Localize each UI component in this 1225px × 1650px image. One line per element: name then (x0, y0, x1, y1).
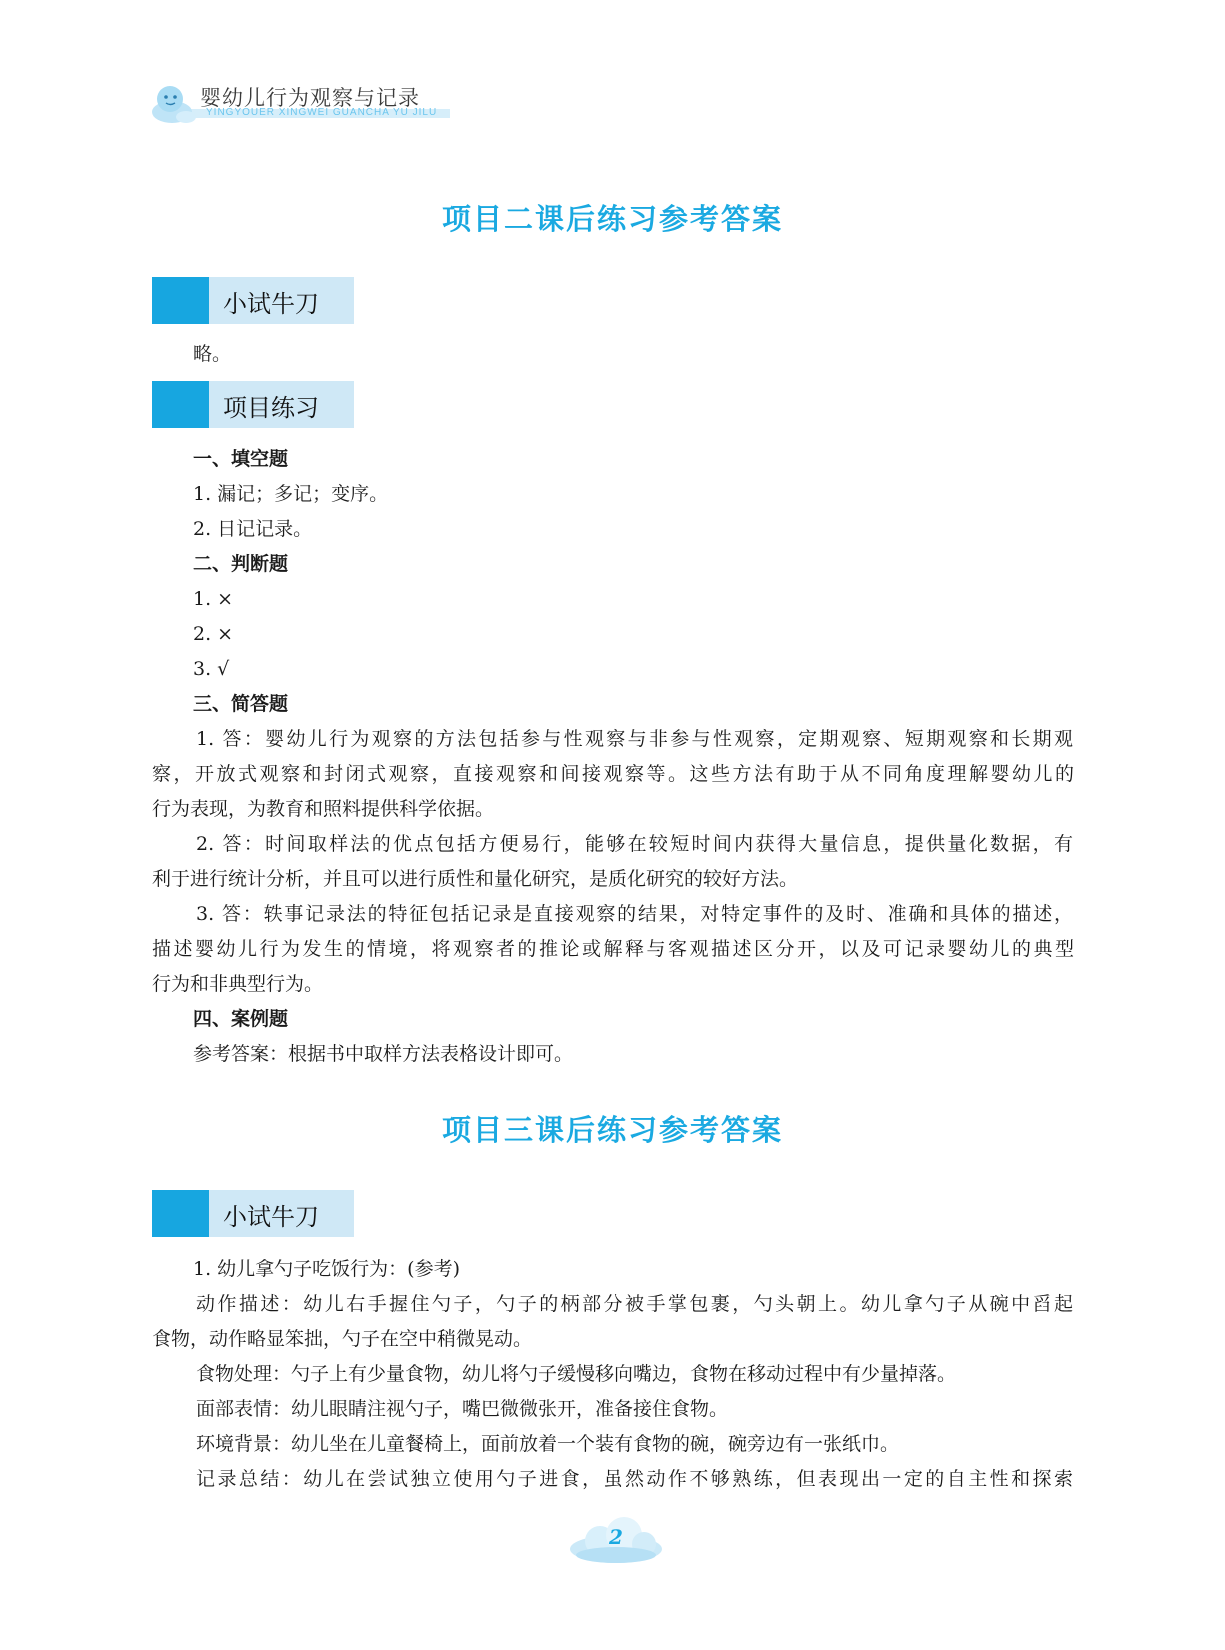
action-description-line: 动作描述：幼儿右手握住勺子，勺子的柄部分被手掌包裹，勺头朝上。幼儿拿勺子从碗中舀起 (196, 1293, 1073, 1315)
facial-expression: 面部表情：幼儿眼睛注视勺子，嘴巴微微张开，准备接住食物。 (196, 1398, 729, 1420)
case-answer: 参考答案：根据书中取样方法表格设计即可。 (193, 1043, 574, 1065)
subheader-label: 小试牛刀 (223, 1203, 319, 1231)
section2-subheader-exercise (152, 381, 354, 428)
fill-blank-item: 2. 日记记录。 (193, 518, 313, 540)
subheader-bar (152, 277, 209, 324)
page-number: 2 (609, 1525, 623, 1549)
short-answer-1-line: 行为表现，为教育和照料提供科学依据。 (152, 798, 495, 820)
short-answer-3-line: 3. 答：轶事记录法的特征包括记录是直接观察的结果，对特定事件的及时、准确和具体的描述， (196, 903, 1073, 925)
environment: 环境背景：幼儿坐在儿童餐椅上，面前放着一个装有食物的碗，碗旁边有一张纸巾。 (196, 1433, 900, 1455)
section3-title: 项目三课后练习参考答案 (441, 1113, 783, 1147)
short-answer-3-line: 行为和非典型行为。 (152, 973, 324, 995)
short-answer-2-line: 利于进行统计分析，并且可以进行质性和量化研究，是质化研究的较好方法。 (152, 868, 799, 890)
short-answer-3-line: 描述婴幼儿行为发生的情境，将观察者的推论或解释与客观描述区分开，以及可记录婴幼儿的典型 (152, 938, 1074, 960)
true-false-item: 3. √ (193, 658, 230, 680)
record-summary: 记录总结：幼儿在尝试独立使用勺子进食，虽然动作不够熟练，但表现出一定的自主性和探索 (196, 1468, 1073, 1490)
header-title-english: YINGYOUER XINGWEI GUANCHA YU JILU (206, 107, 438, 118)
section2-subheader-practice (152, 277, 354, 324)
short-answer-1-line: 1. 答：婴幼儿行为观察的方法包括参与性观察与非参与性观察，定期观察、短期观察和长期观 (196, 728, 1073, 750)
action-description-line: 食物，动作略显笨拙，勺子在空中稍微晃动。 (152, 1328, 533, 1350)
case-heading: 四、案例题 (193, 1008, 289, 1030)
true-false-heading: 二、判断题 (193, 553, 289, 575)
header-title: 婴幼儿行为观察与记录 (200, 86, 420, 110)
short-answer-2-line: 2. 答：时间取样法的优点包括方便易行，能够在较短时间内获得大量信息，提供量化数据，有 (196, 833, 1073, 855)
subheader-label: 小试牛刀 (223, 290, 319, 318)
section2-title: 项目二课后练习参考答案 (441, 202, 783, 236)
section2-sub1-text: 略。 (193, 343, 232, 365)
subheader-bar (152, 381, 209, 428)
fill-blank-item: 1. 漏记；多记；变序。 (193, 483, 389, 505)
short-answer-1-line: 察，开放式观察和封闭式观察，直接观察和间接观察等。这些方法有助于从不同角度理解婴幼儿的 (152, 763, 1074, 785)
true-false-item: 2. × (193, 623, 234, 645)
fill-blank-heading: 一、填空题 (193, 448, 289, 470)
subheader-label: 项目练习 (223, 394, 319, 422)
spoon-item-title: 1. 幼儿拿勺子吃饭行为：(参考) (193, 1258, 460, 1280)
true-false-item: 1. × (193, 588, 234, 610)
food-handling: 食物处理：勺子上有少量食物，幼儿将勺子缓慢移向嘴边，食物在移动过程中有少量掉落。 (196, 1363, 957, 1385)
short-answer-heading: 三、简答题 (193, 693, 289, 715)
subheader-bar (152, 1190, 209, 1237)
section3-subheader-practice (152, 1190, 354, 1237)
